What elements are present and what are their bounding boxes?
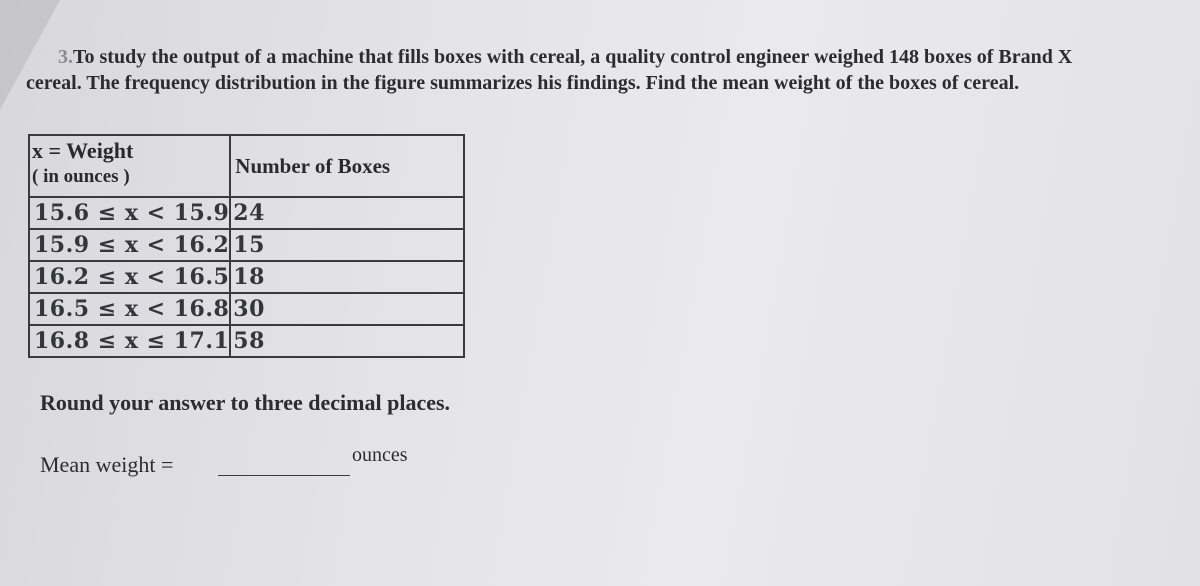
rounding-instruction: Round your answer to three decimal places. (40, 390, 451, 415)
count-cell: 18 (230, 261, 464, 293)
problem-statement (26, 44, 1186, 96)
problem-text-1: To study the output of a machine that fills boxes with cereal, a quality control engineer weighed 148 boxes of Brand X (73, 46, 1073, 68)
interval-cell: 16.5 ≤ x < 16.8 (29, 293, 230, 325)
count-cell: 30 (230, 293, 464, 325)
table-row (29, 261, 464, 293)
interval-cell: 16.2 ≤ x < 16.5 (29, 261, 230, 293)
count-cell: 15 (230, 229, 464, 261)
weight-column-header (29, 135, 230, 197)
table-row (29, 229, 464, 261)
problem-line-2: cereal. The frequency distribution in the figure summarizes his findings. Find the mean weight of the boxes of cereal. (26, 72, 1020, 94)
weight-header-units: ( in ounces ) (32, 166, 130, 187)
table-row (29, 293, 464, 325)
count-cell: 58 (230, 325, 464, 357)
answer-units: ounces (352, 444, 408, 466)
interval-cell: 15.6 ≤ x < 15.9 (29, 197, 230, 229)
problem-number: 3. (58, 46, 73, 68)
table-row (29, 325, 464, 357)
weight-header-label: x = Weight (32, 138, 134, 163)
count-column-header: Number of Boxes (230, 135, 464, 197)
frequency-table (28, 134, 465, 358)
interval-cell: 16.8 ≤ x ≤ 17.1 (29, 325, 230, 357)
mean-weight-answer-field[interactable] (218, 451, 350, 476)
table-header-row (29, 135, 464, 197)
problem-line-1 (56, 44, 1186, 70)
table-row (29, 197, 464, 229)
count-cell: 24 (230, 197, 464, 229)
interval-cell: 15.9 ≤ x < 16.2 (29, 229, 230, 261)
mean-weight-label: Mean weight = (40, 452, 174, 477)
